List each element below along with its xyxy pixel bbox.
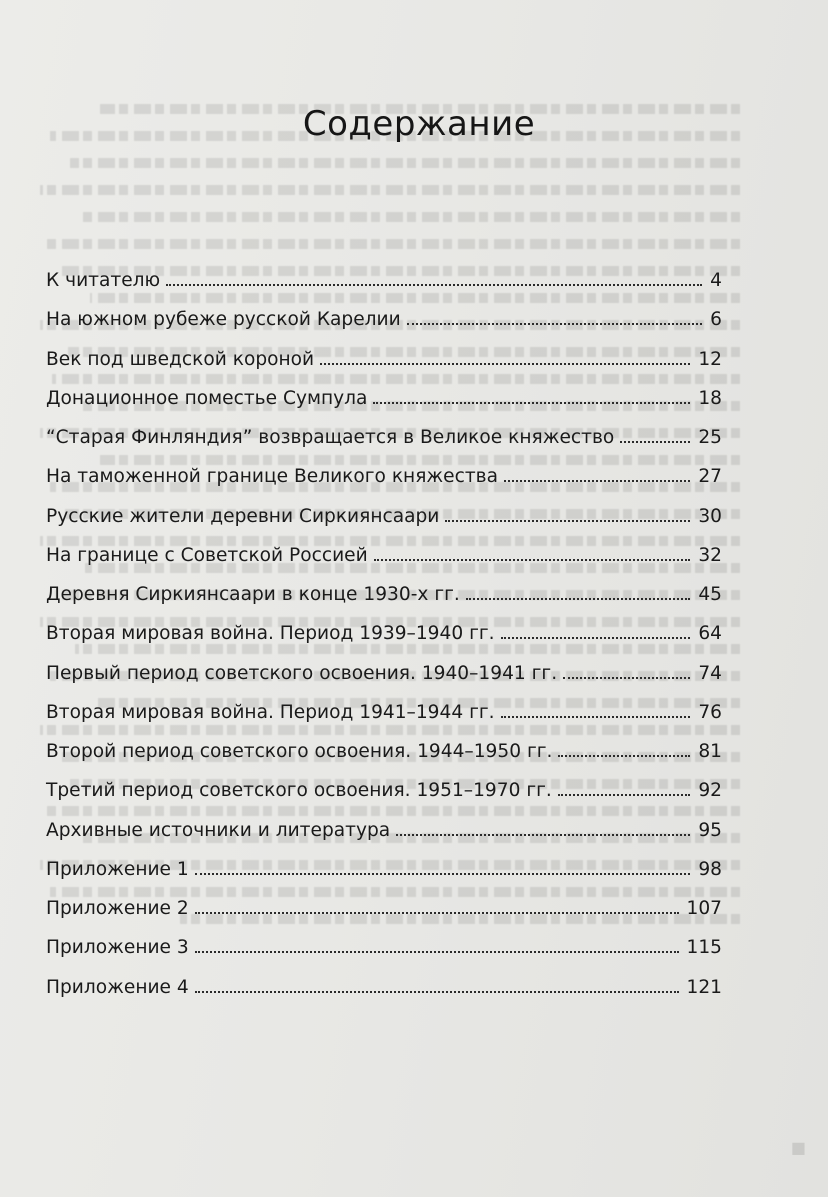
toc-entry-page-number: 4 xyxy=(710,270,722,291)
toc-dot-leader xyxy=(466,598,691,600)
toc-dot-leader xyxy=(501,716,691,718)
toc-entry[interactable] xyxy=(46,663,722,702)
toc-entry-title: Русские жители деревни Сиркиянсаари xyxy=(46,505,440,527)
toc-entry-title: Третий период советского освоения. 1951–1970 гг. xyxy=(46,780,552,802)
toc-entry-title: Век под шведской короной xyxy=(46,348,315,370)
toc-dot-leader xyxy=(166,284,702,286)
toc-entry[interactable] xyxy=(46,623,722,662)
toc-entry[interactable] xyxy=(46,466,722,505)
toc-entry-title: Донационное поместье Сумпула xyxy=(46,387,368,409)
toc-entry-page-number: 18 xyxy=(698,387,722,409)
toc-entry-page-number: 92 xyxy=(698,780,722,802)
toc-entry[interactable] xyxy=(46,820,722,859)
toc-entry[interactable] xyxy=(46,898,722,937)
toc-dot-leader xyxy=(374,559,691,561)
table-of-contents xyxy=(46,270,722,1016)
toc-dot-leader xyxy=(504,480,690,482)
toc-entry-page-number: 25 xyxy=(698,427,722,448)
toc-entry-title: Первый период советского освоения. 1940–1941 гг. xyxy=(46,662,558,684)
toc-entry-page-number: 95 xyxy=(698,819,722,841)
toc-dot-leader xyxy=(558,794,691,796)
toc-entry-title: Приложение 2 xyxy=(46,898,189,919)
toc-entry[interactable] xyxy=(46,977,722,1016)
toc-entry-page-number: 27 xyxy=(698,466,722,488)
toc-entry-page-number: 98 xyxy=(698,858,722,880)
toc-entry[interactable] xyxy=(46,427,722,466)
toc-entry-title: Деревня Сиркиянсаари в конце 1930-х гг. xyxy=(46,584,460,605)
toc-entry[interactable] xyxy=(46,545,722,584)
toc-entry-page-number: 32 xyxy=(698,544,722,566)
toc-entry[interactable] xyxy=(46,270,722,309)
toc-dot-leader xyxy=(195,991,679,993)
toc-dot-leader xyxy=(501,637,691,639)
toc-entry-page-number: 6 xyxy=(710,309,722,331)
toc-entry-title: Приложение 4 xyxy=(46,976,189,998)
toc-entry[interactable] xyxy=(46,349,722,388)
toc-entry[interactable] xyxy=(46,741,722,780)
toc-entry[interactable] xyxy=(46,859,722,898)
toc-entry-title: На границе с Советской Россией xyxy=(46,544,368,566)
toc-entry-page-number: 107 xyxy=(686,898,722,919)
toc-dot-leader xyxy=(195,951,679,953)
toc-dot-leader xyxy=(558,755,690,757)
toc-entry-page-number: 74 xyxy=(698,662,722,684)
toc-dot-leader xyxy=(373,402,690,404)
toc-dot-leader xyxy=(320,363,690,365)
toc-dot-leader xyxy=(445,520,690,522)
toc-entry-title: Вторая мировая война. Период 1939–1940 гг. xyxy=(46,623,495,645)
toc-entry-page-number: 76 xyxy=(698,701,722,723)
toc-entry-title: К читателю xyxy=(46,270,161,291)
toc-entry-title: Приложение 3 xyxy=(46,937,189,959)
toc-entry[interactable] xyxy=(46,937,722,976)
toc-entry-title: Приложение 1 xyxy=(46,858,189,880)
toc-entry-title: “Старая Финляндия” возвращается в Великое княжество xyxy=(46,427,615,448)
toc-dot-leader xyxy=(396,834,690,836)
toc-entry[interactable] xyxy=(46,506,722,545)
toc-entry[interactable] xyxy=(46,309,722,348)
toc-entry-title: На южном рубеже русской Карелии xyxy=(46,309,401,331)
toc-dot-leader xyxy=(620,441,690,443)
toc-entry-page-number: 30 xyxy=(698,505,722,527)
toc-dot-leader xyxy=(195,873,691,875)
toc-entry-title: Второй период советского освоения. 1944–1950 гг. xyxy=(46,741,553,762)
toc-entry-page-number: 12 xyxy=(698,348,722,370)
toc-entry-page-number: 81 xyxy=(698,741,722,762)
toc-entry-page-number: 121 xyxy=(686,976,722,998)
toc-entry[interactable] xyxy=(46,780,722,819)
toc-entry[interactable] xyxy=(46,702,722,741)
toc-entry[interactable] xyxy=(46,584,722,623)
toc-entry-page-number: 64 xyxy=(698,623,722,645)
toc-entry-page-number: 45 xyxy=(698,584,722,605)
page-title: Содержание xyxy=(302,104,536,144)
toc-entry-title: Вторая мировая война. Период 1941–1944 гг. xyxy=(46,701,495,723)
toc-dot-leader xyxy=(563,677,690,679)
toc-entry-title: Архивные источники и литература xyxy=(46,819,391,841)
toc-entry-title: На таможенной границе Великого княжества xyxy=(46,466,498,488)
toc-entry[interactable] xyxy=(46,388,722,427)
toc-dot-leader xyxy=(407,323,702,325)
toc-dot-leader xyxy=(195,912,679,914)
reverse-page-number-bleed: ■ xyxy=(790,1138,806,1157)
toc-entry-page-number: 115 xyxy=(686,937,722,959)
